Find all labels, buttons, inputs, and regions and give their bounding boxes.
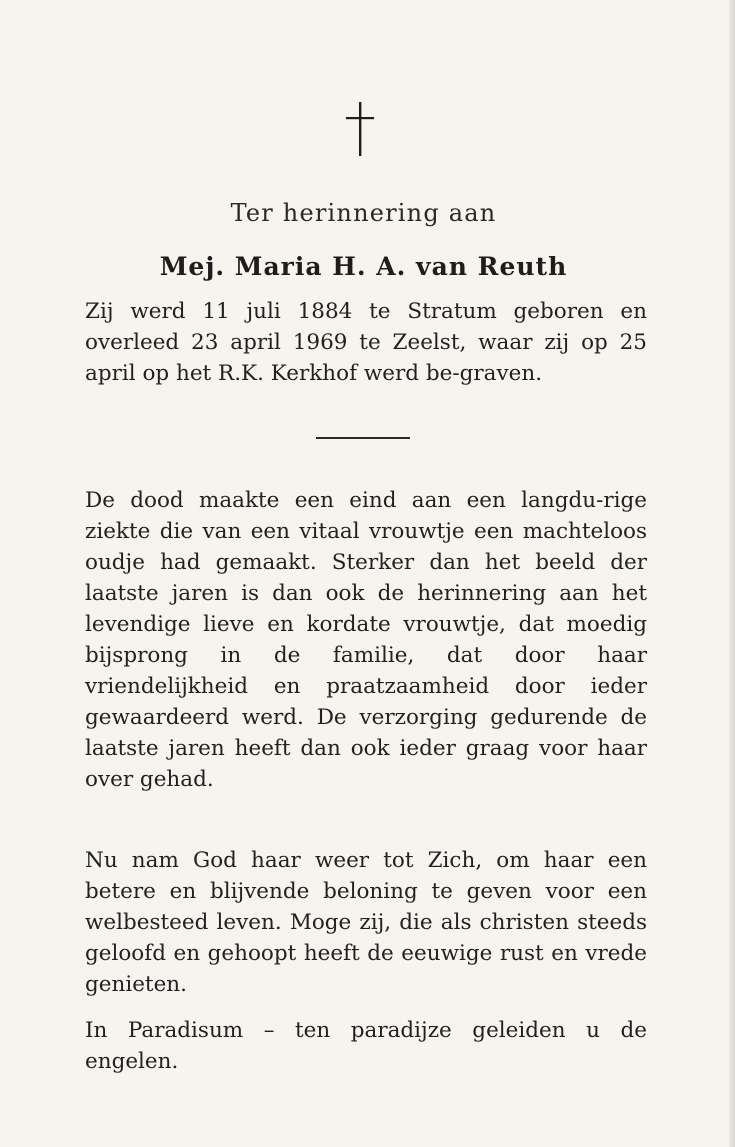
- paragraph-in-paradisum: In Paradisum – ten paradijze geleiden u de engelen.: [85, 1018, 647, 1074]
- card-edge: [729, 0, 735, 1147]
- intro-heading: Ter herinnering aan: [230, 199, 497, 227]
- cross-icon: [340, 100, 380, 158]
- paragraph-life-dates: Zij werd 11 juli 1884 te Stratum geboren en overleed 23 april 1969 te Zeelst, waar zij op 25 april op het R.K. Kerkhof werd be-graven.: [85, 299, 647, 386]
- divider-line: [316, 437, 410, 439]
- deceased-name: Mej. Maria H. A. van Reuth: [159, 252, 568, 281]
- paragraph-prayer: Nu nam God haar weer tot Zich, om haar een betere en blijvende beloning te geven voor een welbesteed leven. Moge zij, die als christen steeds geloofd en gehoopt heeft de eeuwige rust en vrede genieten.: [85, 848, 647, 997]
- paragraph-remembrance: De dood maakte een eind aan een langdu-rige ziekte die van een vitaal vrouwtje een machteloos oudje had gemaakt. Sterker dan het beeld der laatste jaren is dan ook de herinnering aan het levendige lieve en kordate vrouwtje, dat moedig bijsprong in de familie, dat door haar vriendelijkheid en praatzaamheid door ieder gewaardeerd werd. De verzorging gedurende de laatste jaren heeft dan ook ieder graag voor haar over gehad.: [85, 488, 647, 792]
